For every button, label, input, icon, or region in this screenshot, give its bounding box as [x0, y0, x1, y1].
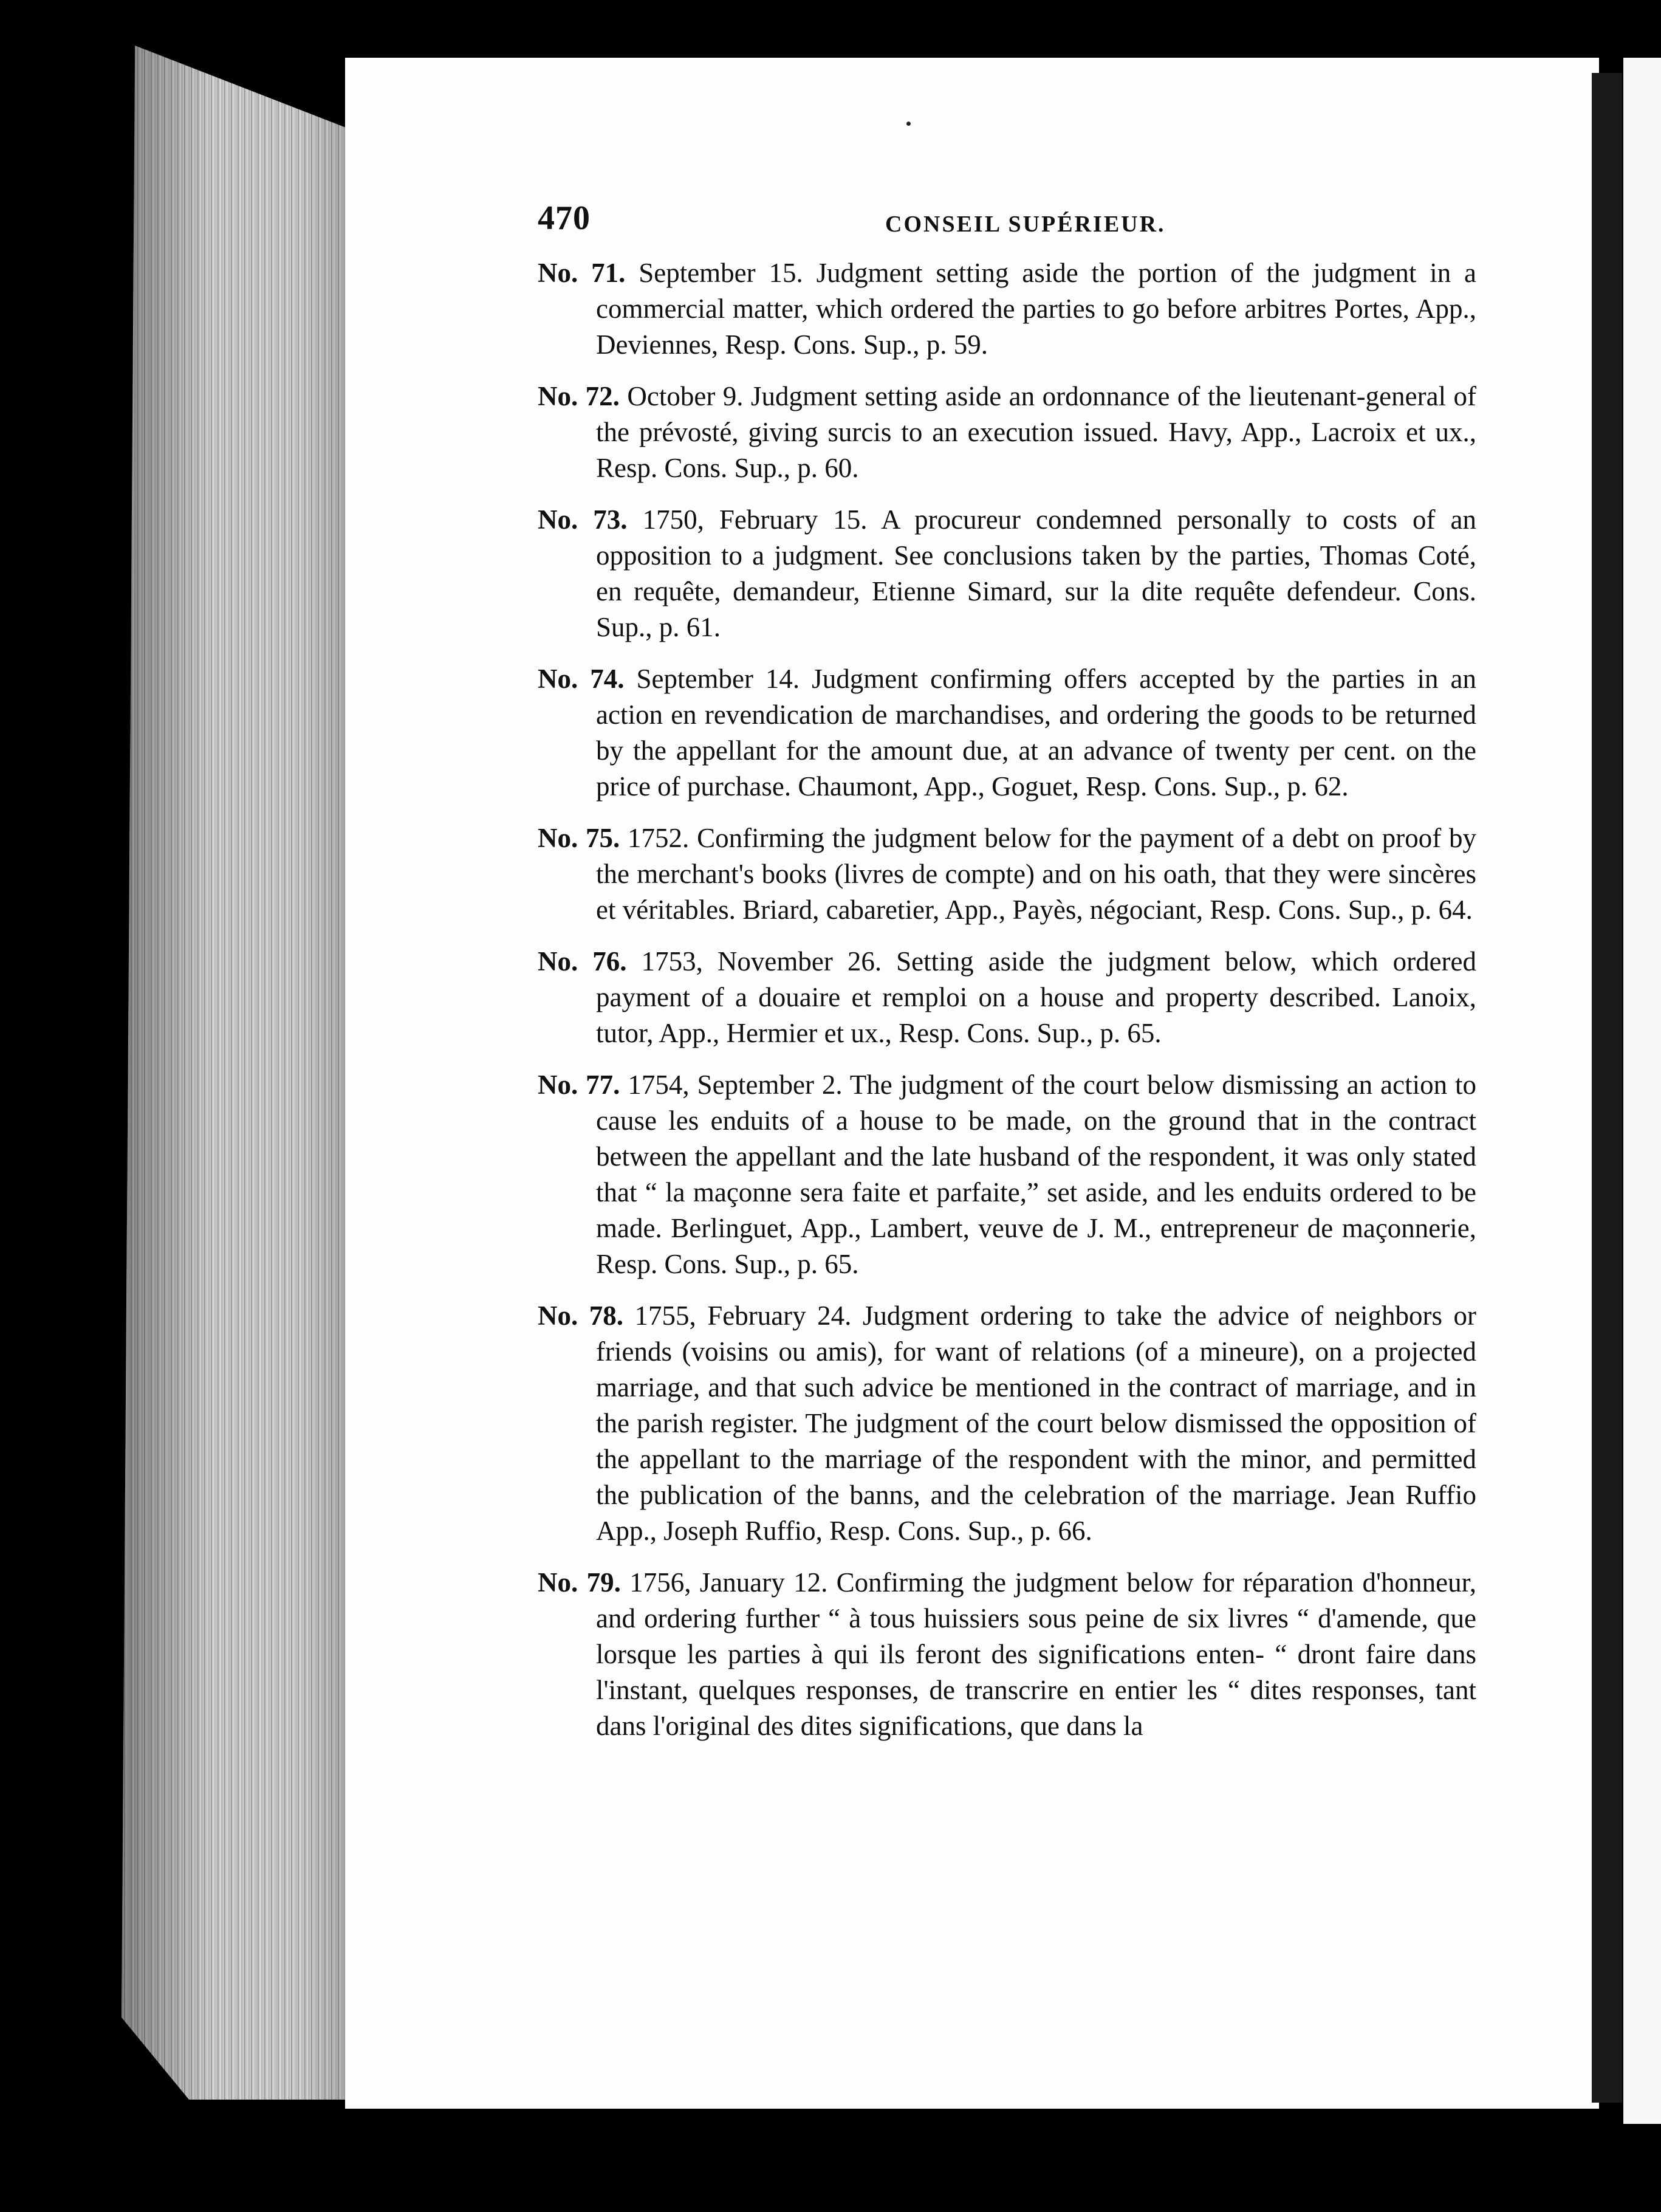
book-fore-edge-shadow	[122, 46, 346, 2100]
entry-78	[538, 1298, 1476, 1549]
page-text	[538, 201, 1476, 1760]
entry-text: 1750, February 15. A procureur condemned personally to costs of an opposition to a judgment. See conclusions taken by the parties, Thomas Coté, en requête, demandeur, Etienne Simard, sur la dite requête defendeur. Cons. Sup., p. 61.	[596, 504, 1477, 642]
entry-number: No. 78.	[538, 1300, 623, 1331]
entry-71	[538, 255, 1476, 363]
running-head	[538, 201, 1476, 243]
entries-list	[538, 255, 1476, 1744]
entry-77	[538, 1067, 1476, 1282]
entry-72	[538, 379, 1476, 486]
ink-speck	[906, 122, 911, 126]
page-number: 470	[538, 199, 591, 237]
entry-text: 1755, February 24. Judgment ordering to take the advice of neighbors or friends (voisins ou amis), for want of relations (of a mineure), on a projected marriage, and that such advice be mentioned in the contract of marriage, and in the parish register. The judgment of the court below dismissed the opposition of the appellant to the marriage of the respondent with the minor, and permitted the publication of the banns, and the celebration of the marriage. Jean Ruffio App., Joseph Ruffio, Resp. Cons. Sup., p. 66.	[596, 1300, 1476, 1546]
entry-number: No. 73.	[538, 504, 628, 535]
page-title: CONSEIL SUPÉRIEUR.	[885, 211, 1166, 237]
entry-text: 1754, September 2. The judgment of the court below dismissing an action to cause les enduits of a house to be made, on the ground that in the contract between the appellant and the late husband of the respondent, it was only stated that “ la maçonne sera faite et parfaite,” set aside, and les enduits ordered to be made. Berlinguet, App., Lambert, veuve de J. M., entrepreneur de maçonnerie, Resp. Cons. Sup., p. 65.	[596, 1070, 1477, 1279]
entry-74	[538, 661, 1476, 805]
entry-text: 1756, January 12. Confirming the judgment below for réparation d'honneur, and ordering further “ à tous huissiers sous peine de six livres “ d'amende, que lorsque les parties à qui ils feront des significations enten- “ dront faire dans l'instant, quelques responses, de transcrire en entier les “ dites responses, tant dans l'original des dites significations, que dans la	[596, 1567, 1477, 1741]
facing-page-gutter	[1592, 73, 1622, 2103]
entry-text: September 14. Judgment confirming offers accepted by the parties in an action en revendication de marchandises, and ordering the goods to be returned by the appellant for the amount due, at an advance of twenty per cent. on the price of purchase. Chaumont, App., Goguet, Resp. Cons. Sup., p. 62.	[596, 664, 1476, 802]
entry-number: No. 75.	[538, 823, 620, 853]
entry-text: 1753, November 26. Setting aside the judgment below, which ordered payment of a douaire et remploi on a house and property described. Lanoix, tutor, App., Hermier et ux., Resp. Cons. Sup., p. 65.	[596, 946, 1477, 1048]
entry-number: No. 71.	[538, 258, 626, 288]
entry-text: September 15. Judgment setting aside the portion of the judgment in a commercial matter, which ordered the parties to go before arbitres Portes, App., Deviennes, Resp. Cons. Sup., p. 59.	[596, 258, 1477, 360]
entry-73	[538, 502, 1476, 645]
entry-79	[538, 1565, 1476, 1744]
entry-number: No. 79.	[538, 1567, 621, 1598]
facing-page-edge	[1623, 58, 1661, 2124]
entry-number: No. 74.	[538, 664, 625, 694]
entry-number: No. 77.	[538, 1070, 620, 1100]
entry-number: No. 76.	[538, 946, 627, 977]
entry-text: October 9. Judgment setting aside an ordonnance of the lieutenant-general of the prévosté, giving surcis to an execution issued. Havy, App., Lacroix et ux., Resp. Cons. Sup., p. 60.	[596, 381, 1476, 483]
entry-75	[538, 820, 1476, 928]
entry-76	[538, 944, 1476, 1051]
entry-text: 1752. Confirming the judgment below for the payment of a debt on proof by the merchant's books (livres de compte) and on his oath, that they were sincères et véritables. Briard, cabaretier, App., Payès, négociant, Resp. Cons. Sup., p. 64.	[596, 823, 1477, 925]
entry-number: No. 72.	[538, 381, 620, 411]
